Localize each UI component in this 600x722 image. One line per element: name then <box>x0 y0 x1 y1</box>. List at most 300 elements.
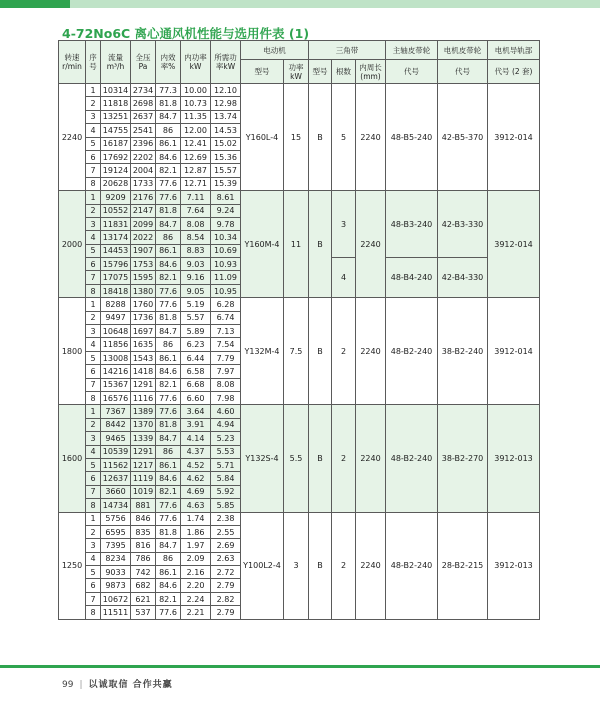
required-power-cell: 7.54 <box>211 338 241 351</box>
pressure-cell: 1370 <box>131 418 156 431</box>
seq-cell: 3 <box>86 110 101 123</box>
flow-cell: 16187 <box>101 137 131 150</box>
efficiency-cell: 77.6 <box>156 512 181 525</box>
top-accent-bar-dark <box>0 0 70 8</box>
pressure-cell: 2541 <box>131 124 156 137</box>
belt-length-cell: 2240 <box>356 298 386 405</box>
efficiency-cell: 84.6 <box>156 150 181 163</box>
required-power-cell: 7.97 <box>211 365 241 378</box>
efficiency-cell: 81.8 <box>156 311 181 324</box>
efficiency-cell: 86 <box>156 445 181 458</box>
main-pulley-cell: 48-B2-240 <box>386 405 438 512</box>
belt-count-cell: 2 <box>332 512 356 619</box>
internal-power-cell: 12.41 <box>181 137 211 150</box>
efficiency-cell: 84.7 <box>156 325 181 338</box>
top-accent-bar-light <box>70 0 600 8</box>
internal-power-cell: 4.62 <box>181 472 211 485</box>
efficiency-cell: 81.8 <box>156 97 181 110</box>
pressure-cell: 1019 <box>131 485 156 498</box>
seq-cell: 4 <box>86 338 101 351</box>
motor-model-cell: Y132M-4 <box>241 298 284 405</box>
motor-model-cell: Y160M-4 <box>241 191 284 298</box>
header-flow: 流量 m³/h <box>101 41 131 84</box>
header-efficiency: 内效 率% <box>156 41 181 84</box>
required-power-cell: 7.98 <box>211 391 241 404</box>
motor-pulley-cell: 38-B2-240 <box>438 298 488 405</box>
internal-power-cell: 9.05 <box>181 284 211 297</box>
header-speed: 转速 r/min <box>59 41 86 84</box>
header-main-pulley-code: 代号 <box>386 60 438 84</box>
internal-power-cell: 5.57 <box>181 311 211 324</box>
pressure-cell: 682 <box>131 579 156 592</box>
internal-power-cell: 2.21 <box>181 606 211 619</box>
internal-power-cell: 12.87 <box>181 164 211 177</box>
efficiency-cell: 84.6 <box>156 365 181 378</box>
pressure-cell: 621 <box>131 592 156 605</box>
pressure-cell: 881 <box>131 499 156 512</box>
internal-power-cell: 10.73 <box>181 97 211 110</box>
flow-cell: 11856 <box>101 338 131 351</box>
required-power-cell: 15.36 <box>211 150 241 163</box>
motor-power-cell: 5.5 <box>284 405 309 512</box>
flow-cell: 9873 <box>101 579 131 592</box>
pressure-cell: 1760 <box>131 298 156 311</box>
seq-cell: 2 <box>86 525 101 538</box>
performance-table-body <box>59 84 540 620</box>
flow-cell: 9465 <box>101 432 131 445</box>
seq-cell: 4 <box>86 552 101 565</box>
flow-cell: 5756 <box>101 512 131 525</box>
pressure-cell: 1697 <box>131 325 156 338</box>
pressure-cell: 786 <box>131 552 156 565</box>
pressure-cell: 1753 <box>131 258 156 271</box>
required-power-cell: 10.93 <box>211 258 241 271</box>
internal-power-cell: 5.89 <box>181 325 211 338</box>
efficiency-cell: 86 <box>156 552 181 565</box>
flow-cell: 14453 <box>101 244 131 257</box>
flow-cell: 19124 <box>101 164 131 177</box>
required-power-cell: 15.57 <box>211 164 241 177</box>
efficiency-cell: 77.6 <box>156 391 181 404</box>
internal-power-cell: 5.19 <box>181 298 211 311</box>
internal-power-cell: 2.16 <box>181 566 211 579</box>
motor-pulley-cell: 42-B5-370 <box>438 84 488 191</box>
pressure-cell: 846 <box>131 512 156 525</box>
flow-cell: 6595 <box>101 525 131 538</box>
belt-length-cell: 2240 <box>356 405 386 512</box>
required-power-cell: 2.72 <box>211 566 241 579</box>
performance-table <box>58 40 540 620</box>
flow-cell: 13174 <box>101 231 131 244</box>
footer-accent-bar <box>0 665 600 668</box>
rail-cell: 3912-013 <box>488 405 540 512</box>
flow-cell: 11831 <box>101 217 131 230</box>
internal-power-cell: 12.00 <box>181 124 211 137</box>
required-power-cell: 6.28 <box>211 298 241 311</box>
required-power-cell: 15.02 <box>211 137 241 150</box>
internal-power-cell: 8.83 <box>181 244 211 257</box>
rail-cell: 3912-013 <box>488 512 540 619</box>
seq-cell: 6 <box>86 150 101 163</box>
page-number: 99 <box>62 680 74 690</box>
pressure-cell: 2202 <box>131 150 156 163</box>
pressure-cell: 1595 <box>131 271 156 284</box>
motor-pulley-cell: 42-B4-330 <box>438 258 488 298</box>
motor-power-cell: 15 <box>284 84 309 191</box>
seq-cell: 5 <box>86 137 101 150</box>
flow-cell: 14734 <box>101 499 131 512</box>
internal-power-cell: 6.23 <box>181 338 211 351</box>
flow-cell: 15796 <box>101 258 131 271</box>
internal-power-cell: 2.20 <box>181 579 211 592</box>
pressure-cell: 1736 <box>131 311 156 324</box>
seq-cell: 4 <box>86 231 101 244</box>
flow-cell: 17692 <box>101 150 131 163</box>
flow-cell: 13251 <box>101 110 131 123</box>
flow-cell: 8288 <box>101 298 131 311</box>
seq-cell: 1 <box>86 191 101 204</box>
internal-power-cell: 9.16 <box>181 271 211 284</box>
seq-cell: 7 <box>86 164 101 177</box>
required-power-cell: 9.78 <box>211 217 241 230</box>
pressure-cell: 2176 <box>131 191 156 204</box>
internal-power-cell: 11.35 <box>181 110 211 123</box>
internal-power-cell: 2.24 <box>181 592 211 605</box>
seq-cell: 1 <box>86 512 101 525</box>
flow-cell: 15367 <box>101 378 131 391</box>
belt-model-cell: B <box>309 512 332 619</box>
seq-cell: 4 <box>86 445 101 458</box>
seq-cell: 3 <box>86 217 101 230</box>
table-row <box>59 405 540 418</box>
internal-power-cell: 4.63 <box>181 499 211 512</box>
seq-cell: 8 <box>86 177 101 190</box>
rail-cell: 3912-014 <box>488 84 540 191</box>
pressure-cell: 1389 <box>131 405 156 418</box>
required-power-cell: 2.63 <box>211 552 241 565</box>
seq-cell: 1 <box>86 405 101 418</box>
required-power-cell: 7.13 <box>211 325 241 338</box>
seq-cell: 1 <box>86 84 101 97</box>
seq-cell: 5 <box>86 566 101 579</box>
internal-power-cell: 6.60 <box>181 391 211 404</box>
pressure-cell: 1418 <box>131 365 156 378</box>
seq-cell: 2 <box>86 97 101 110</box>
flow-cell: 14216 <box>101 365 131 378</box>
seq-cell: 5 <box>86 351 101 364</box>
pressure-cell: 1380 <box>131 284 156 297</box>
flow-cell: 7367 <box>101 405 131 418</box>
efficiency-cell: 86 <box>156 338 181 351</box>
internal-power-cell: 2.09 <box>181 552 211 565</box>
header-motor-model: 型号 <box>241 60 284 84</box>
main-pulley-cell: 48-B2-240 <box>386 512 438 619</box>
efficiency-cell: 81.8 <box>156 418 181 431</box>
efficiency-cell: 82.1 <box>156 592 181 605</box>
internal-power-cell: 12.71 <box>181 177 211 190</box>
pressure-cell: 835 <box>131 525 156 538</box>
speed-cell: 1250 <box>59 512 86 619</box>
header-motor-pulley-code: 代号 <box>438 60 488 84</box>
page-title: 4-72No6C 离心通风机性能与选用件表 (1) <box>62 26 310 41</box>
efficiency-cell: 86.1 <box>156 137 181 150</box>
pressure-cell: 537 <box>131 606 156 619</box>
required-power-cell: 2.79 <box>211 579 241 592</box>
pressure-cell: 2099 <box>131 217 156 230</box>
pressure-cell: 1907 <box>131 244 156 257</box>
efficiency-cell: 82.1 <box>156 485 181 498</box>
header-pressure: 全压 Pa <box>131 41 156 84</box>
internal-power-cell: 7.64 <box>181 204 211 217</box>
top-accent-bar <box>0 0 600 8</box>
efficiency-cell: 86 <box>156 231 181 244</box>
required-power-cell: 14.53 <box>211 124 241 137</box>
seq-cell: 2 <box>86 311 101 324</box>
internal-power-cell: 6.44 <box>181 351 211 364</box>
seq-cell: 6 <box>86 365 101 378</box>
flow-cell: 10314 <box>101 84 131 97</box>
internal-power-cell: 4.52 <box>181 458 211 471</box>
pressure-cell: 2698 <box>131 97 156 110</box>
internal-power-cell: 6.58 <box>181 365 211 378</box>
pressure-cell: 816 <box>131 539 156 552</box>
main-pulley-cell: 48-B2-240 <box>386 298 438 405</box>
belt-length-cell: 2240 <box>356 512 386 619</box>
speed-cell: 1800 <box>59 298 86 405</box>
efficiency-cell: 82.1 <box>156 164 181 177</box>
efficiency-cell: 84.7 <box>156 110 181 123</box>
seq-cell: 2 <box>86 418 101 431</box>
seq-cell: 6 <box>86 472 101 485</box>
belt-length-cell: 2240 <box>356 84 386 191</box>
required-power-cell: 10.69 <box>211 244 241 257</box>
required-power-cell: 5.92 <box>211 485 241 498</box>
pressure-cell: 1119 <box>131 472 156 485</box>
main-pulley-cell: 48-B4-240 <box>386 258 438 298</box>
efficiency-cell: 86 <box>156 124 181 137</box>
pressure-cell: 2637 <box>131 110 156 123</box>
flow-cell: 13008 <box>101 351 131 364</box>
flow-cell: 9497 <box>101 311 131 324</box>
footer-slogan: 以诚取信 合作共赢 <box>88 680 173 690</box>
motor-model-cell: Y132S-4 <box>241 405 284 512</box>
pressure-cell: 1217 <box>131 458 156 471</box>
header-motor-power: 功率 kW <box>284 60 309 84</box>
internal-power-cell: 1.97 <box>181 539 211 552</box>
required-power-cell: 10.34 <box>211 231 241 244</box>
internal-power-cell: 1.86 <box>181 525 211 538</box>
pressure-cell: 1116 <box>131 391 156 404</box>
required-power-cell: 12.10 <box>211 84 241 97</box>
required-power-cell: 5.23 <box>211 432 241 445</box>
required-power-cell: 9.24 <box>211 204 241 217</box>
required-power-cell: 8.08 <box>211 378 241 391</box>
header-seq: 序号 <box>86 41 101 84</box>
motor-model-cell: Y100L2-4 <box>241 512 284 619</box>
required-power-cell: 7.79 <box>211 351 241 364</box>
seq-cell: 7 <box>86 378 101 391</box>
efficiency-cell: 84.6 <box>156 472 181 485</box>
main-pulley-cell: 48-B3-240 <box>386 191 438 258</box>
efficiency-cell: 81.8 <box>156 525 181 538</box>
rail-cell: 3912-014 <box>488 298 540 405</box>
required-power-cell: 5.84 <box>211 472 241 485</box>
belt-model-cell: B <box>309 298 332 405</box>
required-power-cell: 5.85 <box>211 499 241 512</box>
header-vbelt: 三角带 <box>309 41 386 60</box>
flow-cell: 9033 <box>101 566 131 579</box>
footer-separator: | <box>79 680 83 690</box>
efficiency-cell: 77.6 <box>156 191 181 204</box>
flow-cell: 20628 <box>101 177 131 190</box>
efficiency-cell: 77.6 <box>156 405 181 418</box>
belt-model-cell: B <box>309 191 332 298</box>
seq-cell: 1 <box>86 298 101 311</box>
pressure-cell: 2147 <box>131 204 156 217</box>
header-motor: 电动机 <box>241 41 309 60</box>
seq-cell: 3 <box>86 539 101 552</box>
pressure-cell: 2022 <box>131 231 156 244</box>
seq-cell: 8 <box>86 284 101 297</box>
internal-power-cell: 3.64 <box>181 405 211 418</box>
efficiency-cell: 77.6 <box>156 499 181 512</box>
internal-power-cell: 9.03 <box>181 258 211 271</box>
belt-length-cell: 2240 <box>356 191 386 298</box>
flow-cell: 18418 <box>101 284 131 297</box>
flow-cell: 11511 <box>101 606 131 619</box>
internal-power-cell: 12.69 <box>181 150 211 163</box>
seq-cell: 7 <box>86 592 101 605</box>
motor-power-cell: 3 <box>284 512 309 619</box>
pressure-cell: 1339 <box>131 432 156 445</box>
efficiency-cell: 86.1 <box>156 566 181 579</box>
required-power-cell: 11.09 <box>211 271 241 284</box>
seq-cell: 6 <box>86 579 101 592</box>
required-power-cell: 2.55 <box>211 525 241 538</box>
internal-power-cell: 7.11 <box>181 191 211 204</box>
required-power-cell: 2.82 <box>211 592 241 605</box>
internal-power-cell: 8.54 <box>181 231 211 244</box>
table-row <box>59 298 540 311</box>
belt-count-cell: 2 <box>332 298 356 405</box>
seq-cell: 6 <box>86 258 101 271</box>
pressure-cell: 1291 <box>131 445 156 458</box>
flow-cell: 7395 <box>101 539 131 552</box>
efficiency-cell: 77.6 <box>156 177 181 190</box>
required-power-cell: 4.94 <box>211 418 241 431</box>
required-power-cell: 13.74 <box>211 110 241 123</box>
pressure-cell: 2396 <box>131 137 156 150</box>
motor-pulley-cell: 28-B2-215 <box>438 512 488 619</box>
required-power-cell: 5.71 <box>211 458 241 471</box>
pressure-cell: 742 <box>131 566 156 579</box>
seq-cell: 4 <box>86 124 101 137</box>
efficiency-cell: 82.1 <box>156 271 181 284</box>
header-belt-model: 型号 <box>309 60 332 84</box>
internal-power-cell: 4.37 <box>181 445 211 458</box>
required-power-cell: 8.61 <box>211 191 241 204</box>
efficiency-cell: 84.6 <box>156 258 181 271</box>
motor-power-cell: 11 <box>284 191 309 298</box>
required-power-cell: 5.53 <box>211 445 241 458</box>
flow-cell: 16576 <box>101 391 131 404</box>
motor-power-cell: 7.5 <box>284 298 309 405</box>
efficiency-cell: 77.6 <box>156 298 181 311</box>
seq-cell: 5 <box>86 458 101 471</box>
flow-cell: 10539 <box>101 445 131 458</box>
motor-pulley-cell: 38-B2-270 <box>438 405 488 512</box>
required-power-cell: 10.95 <box>211 284 241 297</box>
efficiency-cell: 84.7 <box>156 217 181 230</box>
flow-cell: 8234 <box>101 552 131 565</box>
required-power-cell: 15.39 <box>211 177 241 190</box>
required-power-cell: 2.79 <box>211 606 241 619</box>
internal-power-cell: 3.91 <box>181 418 211 431</box>
main-pulley-cell: 48-B5-240 <box>386 84 438 191</box>
speed-cell: 2240 <box>59 84 86 191</box>
efficiency-cell: 86.1 <box>156 458 181 471</box>
seq-cell: 7 <box>86 485 101 498</box>
pressure-cell: 1635 <box>131 338 156 351</box>
motor-pulley-cell: 42-B3-330 <box>438 191 488 258</box>
seq-cell: 8 <box>86 499 101 512</box>
seq-cell: 8 <box>86 606 101 619</box>
required-power-cell: 2.38 <box>211 512 241 525</box>
table-row <box>59 512 540 525</box>
flow-cell: 8442 <box>101 418 131 431</box>
flow-cell: 9209 <box>101 191 131 204</box>
seq-cell: 3 <box>86 432 101 445</box>
belt-count-cell: 3 <box>332 191 356 258</box>
internal-power-cell: 4.14 <box>181 432 211 445</box>
motor-model-cell: Y160L-4 <box>241 84 284 191</box>
belt-model-cell: B <box>309 84 332 191</box>
efficiency-cell: 77.6 <box>156 606 181 619</box>
efficiency-cell: 86.1 <box>156 351 181 364</box>
pressure-cell: 1543 <box>131 351 156 364</box>
seq-cell: 5 <box>86 244 101 257</box>
flow-cell: 10648 <box>101 325 131 338</box>
flow-cell: 11562 <box>101 458 131 471</box>
efficiency-cell: 77.6 <box>156 284 181 297</box>
efficiency-cell: 84.7 <box>156 432 181 445</box>
seq-cell: 7 <box>86 271 101 284</box>
speed-cell: 2000 <box>59 191 86 298</box>
header-rail: 电机导轨部 <box>488 41 540 60</box>
required-power-cell: 12.98 <box>211 97 241 110</box>
header-motor-pulley: 电机皮带轮 <box>438 41 488 60</box>
flow-cell: 10552 <box>101 204 131 217</box>
required-power-cell: 6.74 <box>211 311 241 324</box>
speed-cell: 1600 <box>59 405 86 512</box>
flow-cell: 12637 <box>101 472 131 485</box>
flow-cell: 17075 <box>101 271 131 284</box>
required-power-cell: 4.60 <box>211 405 241 418</box>
seq-cell: 3 <box>86 325 101 338</box>
efficiency-cell: 82.1 <box>156 378 181 391</box>
required-power-cell: 2.69 <box>211 539 241 552</box>
belt-model-cell: B <box>309 405 332 512</box>
header-required-power: 所需功 率kW <box>211 41 241 84</box>
header-main-pulley: 主轴皮带轮 <box>386 41 438 60</box>
efficiency-cell: 84.7 <box>156 539 181 552</box>
internal-power-cell: 10.00 <box>181 84 211 97</box>
rail-cell: 3912-014 <box>488 191 540 298</box>
belt-count-cell: 5 <box>332 84 356 191</box>
table-row <box>59 191 540 204</box>
efficiency-cell: 81.8 <box>156 204 181 217</box>
header-rail-code: 代号 (2 套) <box>488 60 540 84</box>
